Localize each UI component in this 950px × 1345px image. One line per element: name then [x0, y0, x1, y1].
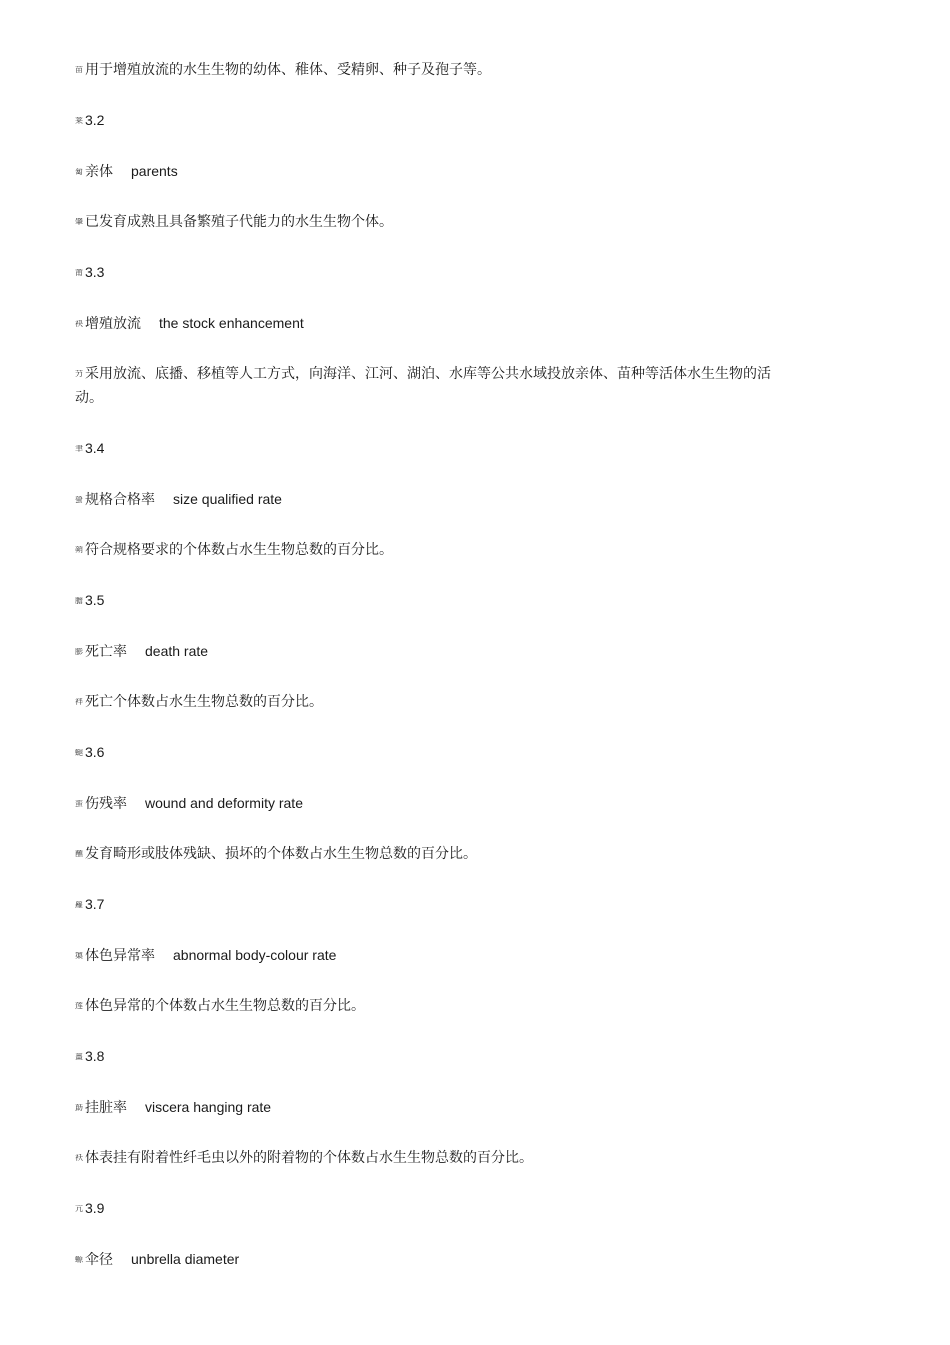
watermark-glyph: 蔔 — [75, 168, 83, 176]
term-chinese: 亲体 — [85, 164, 113, 180]
watermark-glyph: 螢 — [75, 496, 83, 504]
definition-paragraph — [75, 538, 795, 562]
section-number — [75, 108, 795, 133]
definition-paragraph — [75, 58, 795, 82]
section-number — [75, 436, 795, 461]
definition-paragraph — [75, 994, 795, 1018]
section-number-text: 3.8 — [85, 1048, 105, 1064]
term-english: the stock enhancement — [159, 315, 304, 331]
term-english: unbrella diameter — [131, 1251, 240, 1267]
watermark-glyph: 肇 — [75, 218, 83, 226]
definition-text: 用于增殖放流的水生生物的幼体、稚体、受精卵、种子及孢子等。 — [85, 62, 491, 78]
section-number-text: 3.2 — [85, 112, 105, 128]
term-english: abnormal body-colour rate — [173, 947, 337, 963]
watermark-glyph: 螁 — [75, 749, 83, 757]
definition-text: 已发育成熟且具备繁殖子代能力的水生生物个体。 — [85, 214, 393, 230]
watermark-glyph: 膽 — [75, 597, 83, 605]
definition-text: 体表挂有附着性纤毛虫以外的附着物的个体数占水生生物总数的百分比。 — [85, 1150, 533, 1166]
term-chinese: 死亡率 — [85, 644, 127, 660]
term-heading — [75, 311, 795, 336]
section-number-text: 3.5 — [85, 592, 105, 608]
watermark-glyph: 莆 — [75, 269, 83, 277]
definition-paragraph — [75, 362, 795, 410]
term-heading — [75, 1247, 795, 1272]
section-number — [75, 260, 795, 285]
watermark-glyph: 螈 — [75, 1256, 83, 1264]
section-number-text: 3.9 — [85, 1200, 105, 1216]
definition-paragraph — [75, 1146, 795, 1170]
section-number-text: 3.7 — [85, 896, 105, 912]
term-chinese: 挂脏率 — [85, 1100, 127, 1116]
definition-text: 发育畸形或肢体残缺、损坏的个体数占水生生物总数的百分比。 — [85, 846, 477, 862]
watermark-glyph: 莇 — [75, 1104, 83, 1112]
term-chinese: 伤残率 — [85, 796, 127, 812]
watermark-glyph: 苗 — [75, 66, 83, 74]
term-heading — [75, 1095, 795, 1120]
section-number — [75, 588, 795, 613]
definition-text: 死亡个体数占水生生物总数的百分比。 — [85, 694, 323, 710]
term-chinese: 体色异常率 — [85, 948, 155, 964]
watermark-glyph: 聿 — [75, 445, 83, 453]
definition-text: 符合规格要求的个体数占水生生物总数的百分比。 — [85, 542, 393, 558]
watermark-glyph: 蕖 — [75, 952, 83, 960]
watermark-glyph: 芀 — [75, 370, 83, 378]
section-number-text: 3.6 — [85, 744, 105, 760]
term-english: size qualified rate — [173, 491, 282, 507]
watermark-glyph: 莲 — [75, 1002, 83, 1010]
section-number-text: 3.4 — [85, 440, 105, 456]
term-english: viscera hanging rate — [145, 1099, 272, 1115]
term-heading — [75, 791, 795, 816]
section-number — [75, 1196, 795, 1221]
watermark-glyph: 莱 — [75, 117, 83, 125]
document-page — [75, 58, 795, 1272]
term-english: death rate — [145, 643, 209, 659]
term-heading — [75, 487, 795, 512]
section-number — [75, 892, 795, 917]
section-number — [75, 1044, 795, 1069]
definition-text: 采用放流、底播、移植等人工方式，向海洋、江河、湖泊、水库等公共水域投放亲体、苗种等活体水生生物的活动。 — [75, 366, 771, 406]
watermark-glyph: 蒴 — [75, 546, 83, 554]
watermark-glyph: 袄 — [75, 1154, 83, 1162]
watermark-glyph: 蘸 — [75, 850, 83, 858]
definition-paragraph — [75, 842, 795, 866]
definition-paragraph — [75, 690, 795, 714]
watermark-glyph: 亢 — [75, 1205, 83, 1213]
section-number — [75, 740, 795, 765]
watermark-glyph: 袂 — [75, 320, 83, 328]
watermark-glyph: 薑 — [75, 1053, 83, 1061]
term-english: parents — [131, 163, 178, 179]
term-heading — [75, 639, 795, 664]
watermark-glyph: 膨 — [75, 648, 83, 656]
watermark-glyph: 袢 — [75, 698, 83, 706]
watermark-glyph: 蛮 — [75, 800, 83, 808]
definition-text: 体色异常的个体数占水生生物总数的百分比。 — [85, 998, 365, 1014]
term-chinese: 规格合格率 — [85, 492, 155, 508]
definition-paragraph — [75, 210, 795, 234]
term-heading — [75, 943, 795, 968]
section-number-text: 3.3 — [85, 264, 105, 280]
term-chinese: 伞径 — [85, 1252, 113, 1268]
term-english: wound and deformity rate — [145, 795, 303, 811]
watermark-glyph: 蘿 — [75, 901, 83, 909]
term-chinese: 增殖放流 — [85, 316, 141, 332]
term-heading — [75, 159, 795, 184]
